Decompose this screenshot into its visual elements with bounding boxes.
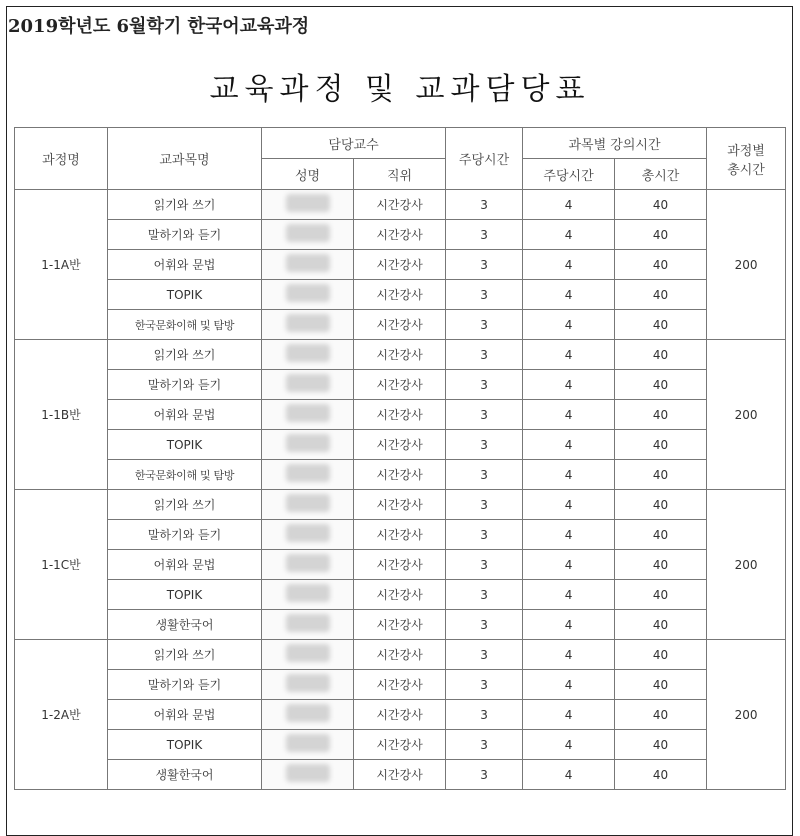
header-weekly-hours: 주당시간	[446, 128, 523, 190]
redacted-name-blur	[286, 674, 330, 692]
course-total-hours: 200	[707, 490, 786, 640]
weekly-hours: 3	[446, 640, 523, 670]
instructor-rank: 시간강사	[354, 700, 446, 730]
header-course-total	[707, 128, 786, 190]
table-row	[15, 700, 786, 730]
instructor-rank: 시간강사	[354, 340, 446, 370]
course-name: 1-1B반	[15, 340, 108, 490]
subject-name: TOPIK	[108, 430, 262, 460]
header-subject: 교과목명	[108, 128, 262, 190]
subject-total-hours: 40	[615, 430, 707, 460]
header-course: 과정명	[15, 128, 108, 190]
course-name: 1-1A반	[15, 190, 108, 340]
subject-name: TOPIK	[108, 730, 262, 760]
subject-weekly-hours: 4	[523, 250, 615, 280]
subject-weekly-hours: 4	[523, 550, 615, 580]
instructor-name-redacted	[262, 700, 354, 730]
subject-weekly-hours: 4	[523, 310, 615, 340]
subject-weekly-hours: 4	[523, 190, 615, 220]
weekly-hours: 3	[446, 760, 523, 790]
redacted-name-blur	[286, 254, 330, 272]
subject-name: 말하기와 듣기	[108, 370, 262, 400]
redacted-name-blur	[286, 194, 330, 212]
subject-weekly-hours: 4	[523, 700, 615, 730]
subject-name: TOPIK	[108, 580, 262, 610]
weekly-hours: 3	[446, 700, 523, 730]
redacted-name-blur	[286, 404, 330, 422]
curriculum-table	[14, 127, 786, 790]
subject-total-hours: 40	[615, 310, 707, 340]
instructor-name-redacted	[262, 490, 354, 520]
redacted-name-blur	[286, 554, 330, 572]
weekly-hours: 3	[446, 550, 523, 580]
subject-weekly-hours: 4	[523, 430, 615, 460]
instructor-rank: 시간강사	[354, 520, 446, 550]
redacted-name-blur	[286, 704, 330, 722]
table-row	[15, 190, 786, 220]
instructor-name-redacted	[262, 190, 354, 220]
subject-total-hours: 40	[615, 340, 707, 370]
weekly-hours: 3	[446, 280, 523, 310]
subject-name: 말하기와 듣기	[108, 220, 262, 250]
instructor-rank: 시간강사	[354, 490, 446, 520]
subject-weekly-hours: 4	[523, 220, 615, 250]
subject-total-hours: 40	[615, 400, 707, 430]
subject-name: 한국문화이해 및 탐방	[108, 460, 262, 490]
instructor-name-redacted	[262, 370, 354, 400]
weekly-hours: 3	[446, 610, 523, 640]
subject-name: 어휘와 문법	[108, 700, 262, 730]
subject-total-hours: 40	[615, 610, 707, 640]
instructor-name-redacted	[262, 430, 354, 460]
redacted-name-blur	[286, 374, 330, 392]
redacted-name-blur	[286, 734, 330, 752]
header-subject-hours: 과목별 강의시간	[523, 128, 707, 159]
instructor-rank: 시간강사	[354, 670, 446, 700]
instructor-name-redacted	[262, 520, 354, 550]
subject-weekly-hours: 4	[523, 760, 615, 790]
subject-name: 읽기와 쓰기	[108, 490, 262, 520]
instructor-rank: 시간강사	[354, 610, 446, 640]
subject-weekly-hours: 4	[523, 490, 615, 520]
redacted-name-blur	[286, 584, 330, 602]
instructor-name-redacted	[262, 460, 354, 490]
subject-name: 어휘와 문법	[108, 250, 262, 280]
instructor-rank: 시간강사	[354, 370, 446, 400]
course-name: 1-1C반	[15, 490, 108, 640]
header-course-total-line1: 과정별	[727, 143, 765, 159]
course-total-hours: 200	[707, 340, 786, 490]
table-row	[15, 730, 786, 760]
subject-total-hours: 40	[615, 550, 707, 580]
redacted-name-blur	[286, 464, 330, 482]
redacted-name-blur	[286, 434, 330, 452]
table-row	[15, 220, 786, 250]
weekly-hours: 3	[446, 310, 523, 340]
table-row	[15, 400, 786, 430]
subject-weekly-hours: 4	[523, 580, 615, 610]
subject-total-hours: 40	[615, 220, 707, 250]
instructor-rank: 시간강사	[354, 640, 446, 670]
instructor-name-redacted	[262, 610, 354, 640]
redacted-name-blur	[286, 764, 330, 782]
redacted-name-blur	[286, 524, 330, 542]
instructor-name-redacted	[262, 250, 354, 280]
table-row	[15, 460, 786, 490]
header-instructor-name: 성명	[262, 159, 354, 190]
instructor-rank: 시간강사	[354, 550, 446, 580]
weekly-hours: 3	[446, 430, 523, 460]
subject-name: 읽기와 쓰기	[108, 190, 262, 220]
subject-total-hours: 40	[615, 670, 707, 700]
instructor-rank: 시간강사	[354, 310, 446, 340]
subject-name: 생활한국어	[108, 610, 262, 640]
subject-weekly-hours: 4	[523, 640, 615, 670]
table-row	[15, 670, 786, 700]
redacted-name-blur	[286, 494, 330, 512]
subject-total-hours: 40	[615, 370, 707, 400]
instructor-rank: 시간강사	[354, 580, 446, 610]
weekly-hours: 3	[446, 580, 523, 610]
subject-weekly-hours: 4	[523, 730, 615, 760]
subject-name: 어휘와 문법	[108, 550, 262, 580]
redacted-name-blur	[286, 314, 330, 332]
instructor-name-redacted	[262, 220, 354, 250]
table-row	[15, 280, 786, 310]
table-row	[15, 250, 786, 280]
subject-total-hours: 40	[615, 460, 707, 490]
document-title: 교육과정 및 교과담당표	[209, 72, 591, 107]
table-row	[15, 760, 786, 790]
subject-total-hours: 40	[615, 490, 707, 520]
table-body	[15, 190, 786, 790]
weekly-hours: 3	[446, 190, 523, 220]
subject-name: 말하기와 듣기	[108, 670, 262, 700]
weekly-hours: 3	[446, 250, 523, 280]
course-name: 1-2A반	[15, 640, 108, 790]
weekly-hours: 3	[446, 400, 523, 430]
header-instructor: 담당교수	[262, 128, 446, 159]
subject-weekly-hours: 4	[523, 460, 615, 490]
table-row	[15, 610, 786, 640]
redacted-name-blur	[286, 614, 330, 632]
instructor-name-redacted	[262, 310, 354, 340]
subject-total-hours: 40	[615, 280, 707, 310]
subject-name: TOPIK	[108, 280, 262, 310]
header-subject-total: 총시간	[615, 159, 707, 190]
instructor-rank: 시간강사	[354, 730, 446, 760]
course-total-hours: 200	[707, 640, 786, 790]
weekly-hours: 3	[446, 370, 523, 400]
instructor-name-redacted	[262, 580, 354, 610]
weekly-hours: 3	[446, 520, 523, 550]
subject-name: 읽기와 쓰기	[108, 340, 262, 370]
instructor-rank: 시간강사	[354, 220, 446, 250]
instructor-name-redacted	[262, 340, 354, 370]
subject-name: 한국문화이해 및 탐방	[108, 310, 262, 340]
course-total-hours: 200	[707, 190, 786, 340]
table-row	[15, 490, 786, 520]
instructor-name-redacted	[262, 640, 354, 670]
subject-total-hours: 40	[615, 640, 707, 670]
instructor-rank: 시간강사	[354, 280, 446, 310]
instructor-name-redacted	[262, 400, 354, 430]
header-course-total-line2: 총시간	[727, 162, 765, 178]
instructor-name-redacted	[262, 730, 354, 760]
instructor-rank: 시간강사	[354, 250, 446, 280]
instructor-name-redacted	[262, 550, 354, 580]
subject-weekly-hours: 4	[523, 340, 615, 370]
subject-weekly-hours: 4	[523, 610, 615, 640]
subject-total-hours: 40	[615, 700, 707, 730]
instructor-name-redacted	[262, 280, 354, 310]
subject-total-hours: 40	[615, 520, 707, 550]
weekly-hours: 3	[446, 490, 523, 520]
subject-total-hours: 40	[615, 730, 707, 760]
weekly-hours: 3	[446, 730, 523, 760]
subject-name: 읽기와 쓰기	[108, 640, 262, 670]
weekly-hours: 3	[446, 460, 523, 490]
subject-name: 어휘와 문법	[108, 400, 262, 430]
subject-total-hours: 40	[615, 250, 707, 280]
instructor-rank: 시간강사	[354, 430, 446, 460]
table-row	[15, 520, 786, 550]
weekly-hours: 3	[446, 340, 523, 370]
subject-weekly-hours: 4	[523, 400, 615, 430]
instructor-rank: 시간강사	[354, 400, 446, 430]
redacted-name-blur	[286, 224, 330, 242]
instructor-rank: 시간강사	[354, 760, 446, 790]
subject-total-hours: 40	[615, 190, 707, 220]
redacted-name-blur	[286, 284, 330, 302]
instructor-rank: 시간강사	[354, 190, 446, 220]
table-row	[15, 340, 786, 370]
weekly-hours: 3	[446, 670, 523, 700]
document-heading: 2019학년도 6월학기 한국어교육과정	[8, 16, 310, 37]
table-row	[15, 550, 786, 580]
redacted-name-blur	[286, 644, 330, 662]
instructor-name-redacted	[262, 670, 354, 700]
instructor-name-redacted	[262, 760, 354, 790]
header-subject-weekly: 주당시간	[523, 159, 615, 190]
subject-weekly-hours: 4	[523, 370, 615, 400]
subject-name: 말하기와 듣기	[108, 520, 262, 550]
subject-total-hours: 40	[615, 580, 707, 610]
subject-weekly-hours: 4	[523, 670, 615, 700]
subject-weekly-hours: 4	[523, 280, 615, 310]
table-row	[15, 310, 786, 340]
subject-name: 생활한국어	[108, 760, 262, 790]
instructor-rank: 시간강사	[354, 460, 446, 490]
table-row	[15, 640, 786, 670]
table-row	[15, 580, 786, 610]
redacted-name-blur	[286, 344, 330, 362]
weekly-hours: 3	[446, 220, 523, 250]
header-instructor-rank: 직위	[354, 159, 446, 190]
subject-weekly-hours: 4	[523, 520, 615, 550]
subject-total-hours: 40	[615, 760, 707, 790]
table-row	[15, 370, 786, 400]
table-row	[15, 430, 786, 460]
